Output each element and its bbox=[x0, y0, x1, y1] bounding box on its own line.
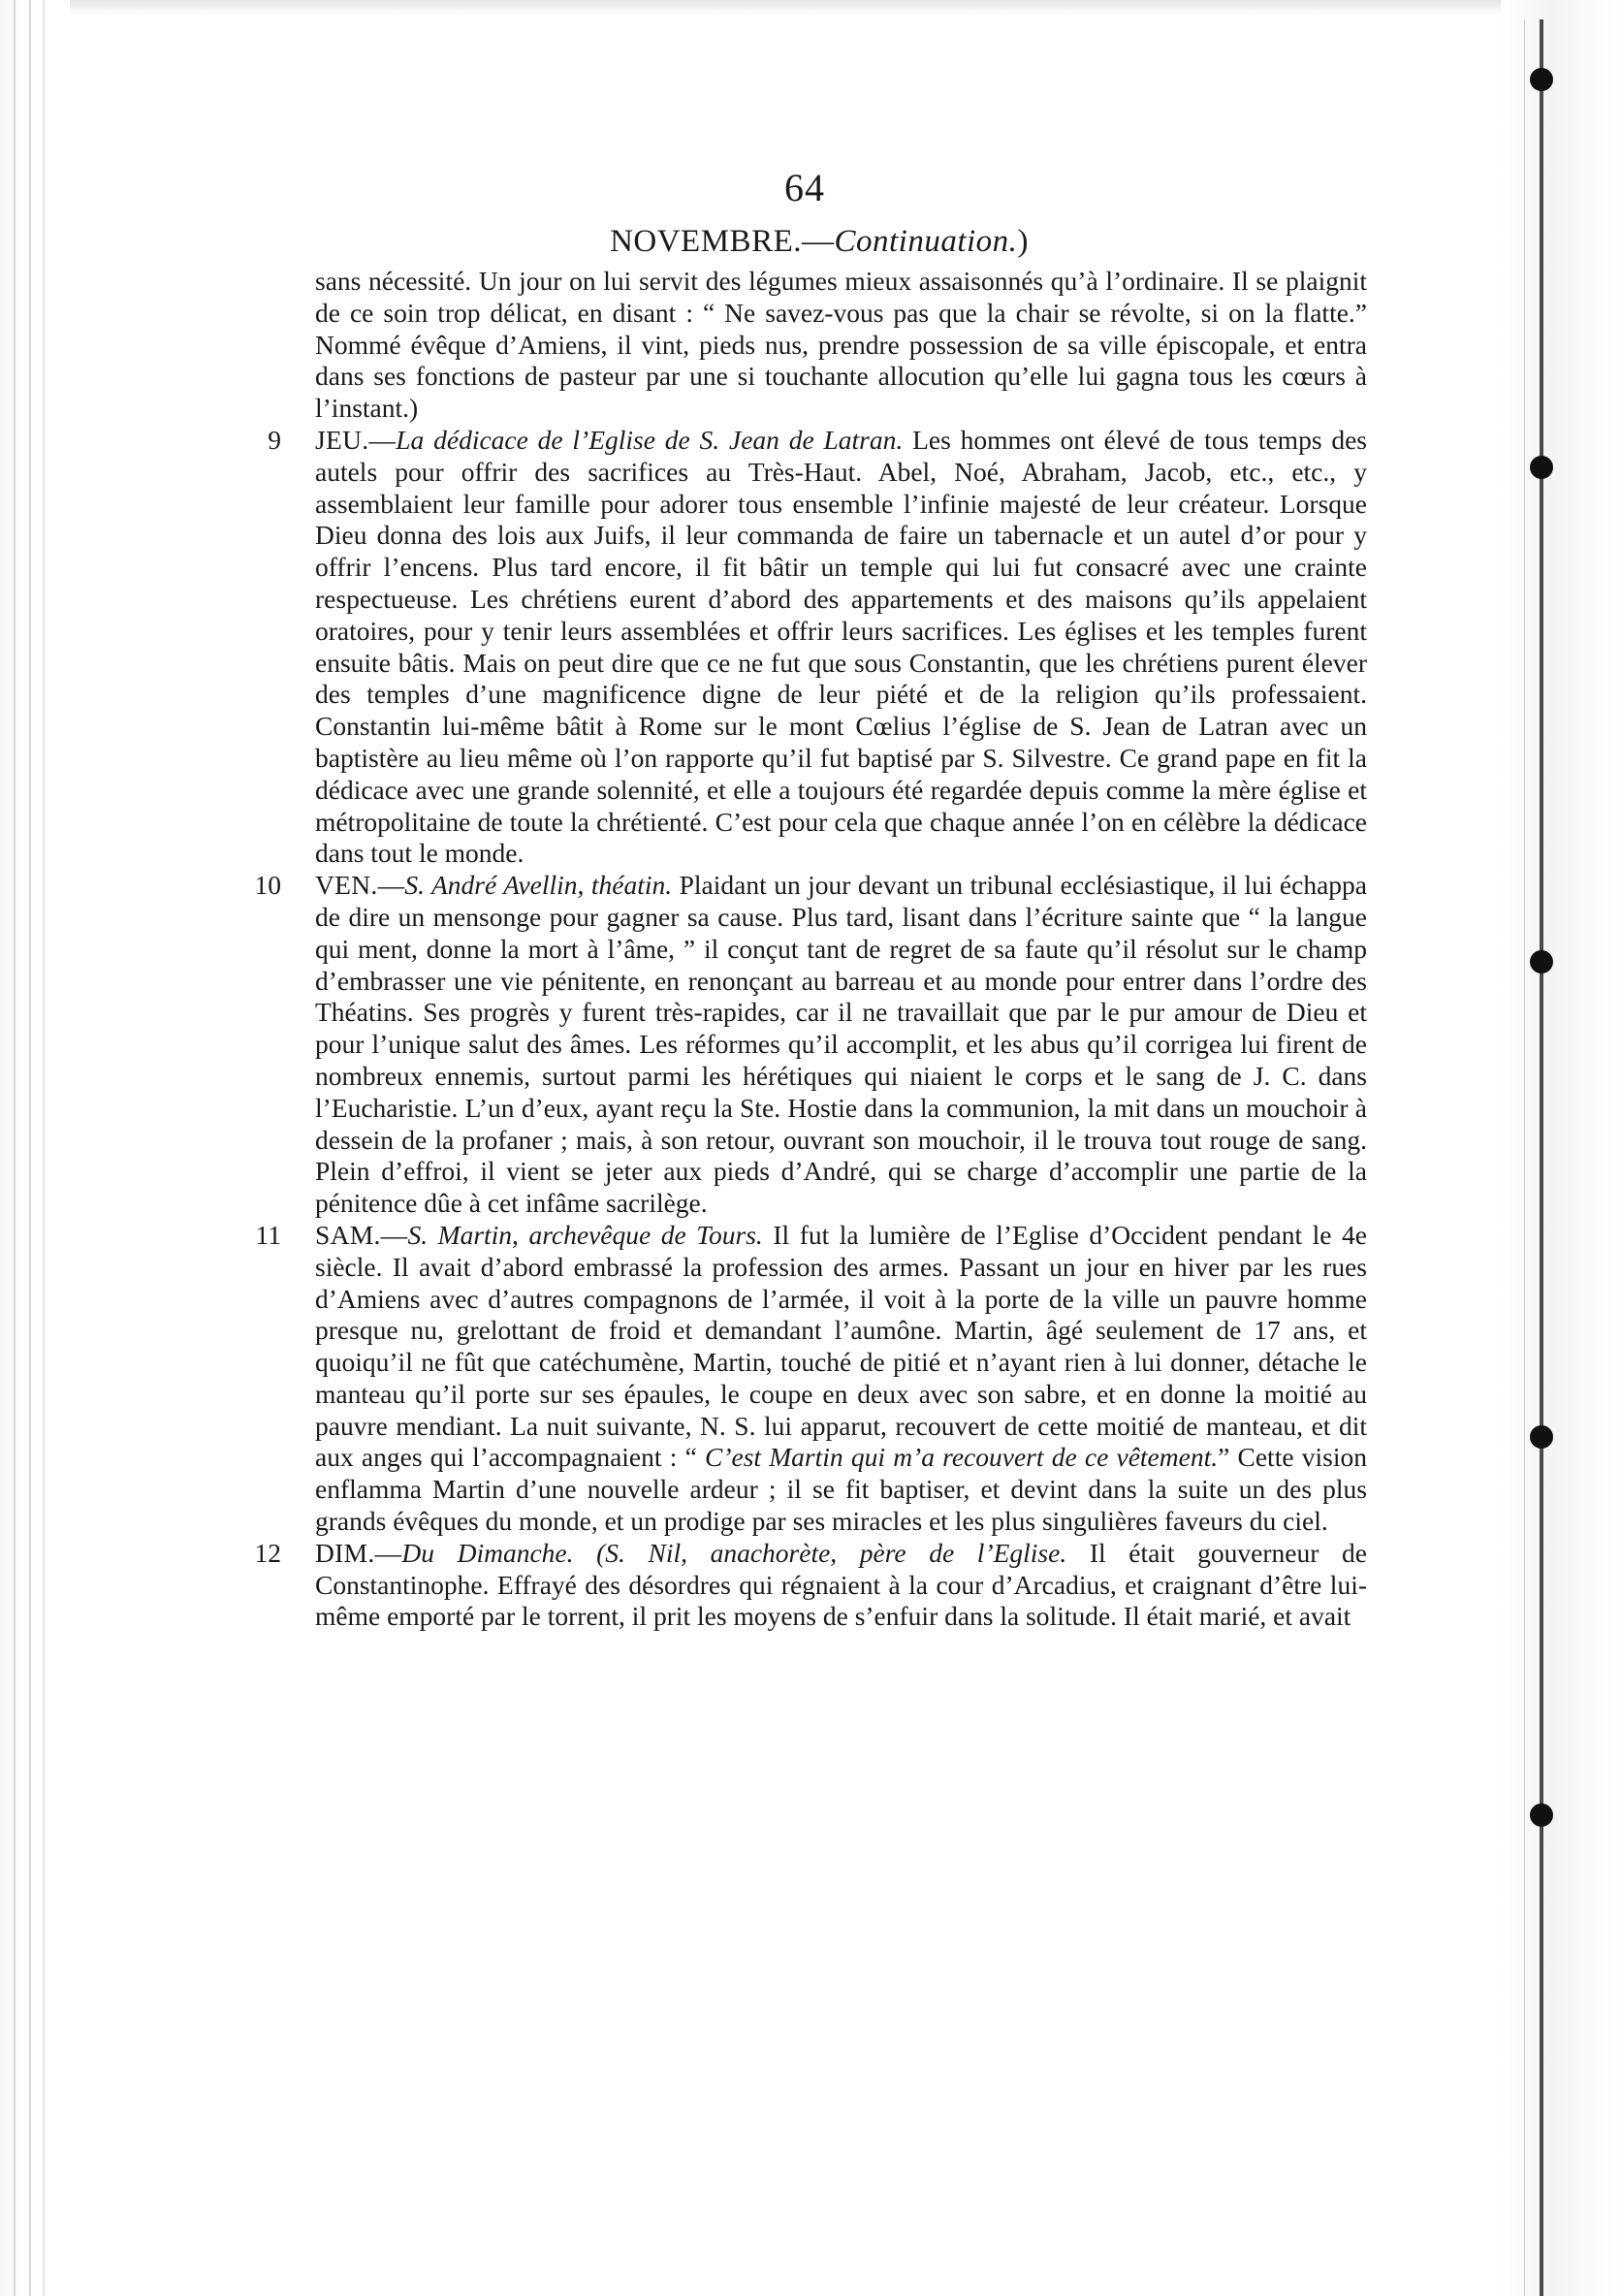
calendar-entry bbox=[254, 870, 1368, 1220]
header-close: ) bbox=[1017, 224, 1029, 259]
left-edge-line bbox=[29, 0, 31, 2296]
binding-spine bbox=[1540, 19, 1543, 2296]
calendar-entry bbox=[268, 424, 1367, 870]
intro-paragraph: sans nécessité. Un jour on lui servit des légumes mieux assaisonnés qu’à l’ordinaire. Il se plaignit de ce soin trop délicat, en disant : “ Ne savez-vous pas que la chair se révolte, si on la flatte.” Nommé évêque d’Amiens, il vint, pieds nus, prendre possession de sa ville épiscopale, et entra dans ses fonctions de pasteur par une si touchante allocution qu’elle lui gagna tous les cœurs à l’instant.) bbox=[315, 266, 1367, 424]
body-text bbox=[254, 266, 1368, 1633]
left-page-margin bbox=[0, 0, 70, 2296]
calendar-entry bbox=[254, 1537, 1367, 1633]
header-title: NOVEMBRE.— bbox=[610, 224, 835, 259]
left-edge-line bbox=[14, 0, 16, 2296]
entry-text: Il était gouverneur de Constantinophe. Effrayé des désordres qui régnaient à la cour d’Arcadius, et craignant d’être lui-même emporté par le torrent, il prit les moyens de s’enfuir dans la solitude. Il était marié, et avait bbox=[315, 1537, 1367, 1632]
entry-quote: C’est Martin qui m’a recouvert de ce vêtement. bbox=[705, 1442, 1219, 1473]
entry-day-number: 10 bbox=[254, 870, 281, 901]
entry-text-after: ” Cette vision enflamma Martin d’une nouvelle ardeur ; il se fit baptiser, et devint dans la suite un des plus grands évêques du monde, et un prodige par ses miracles et les plus singulières faveurs du ciel. bbox=[315, 1442, 1367, 1537]
entry-text: Les hommes ont élevé de tous temps des autels pour offrir des sacrifices au Très-Haut. Abel, Noé, Abraham, Jacob, etc., etc., y assemblaient leur famille pour adorer tous ensemble l’infinie majesté de leur créateur. Lorsque Dieu donna des lois aux Juifs, il leur commanda de faire un tabernacle et un autel d’or pour y offrir l’encens. Plus tard encore, il fit bâtir un temple qui lui fut consacré avec une crainte respectueuse. Les chrétiens eurent d’abord des appartements et des maisons qu’ils appelaient oratoires, pour y tenir leurs assemblées et offrir leurs sacrifices. Les églises et les temples furent ensuite bâtis. Mais on peut dire que ce ne fut que sous Constantin, que les chrétiens purent élever des temples d’une magnificence digne de leur piété et de la religion qu’ils professaient. Constantin lui-même bâtit à Rome sur le mont Cœlius l’église de S. Jean de Latran avec un baptistère au lieu même où l’on rapporte qu’il fut baptisé par S. Silvestre. Ce grand pape en fit la dédicace avec une grande solennité, et elle a toujours été regardée depuis comme la mère église et métropolitaine de toute la chrétienté. C’est pour cela que chaque année l’on en célèbre la dédicace dans tout le monde. bbox=[315, 424, 1367, 869]
page-number: 64 bbox=[784, 166, 825, 209]
binding-stitch-icon bbox=[1530, 1803, 1553, 1827]
entry-feast-title: S. Martin, archevêque de Tours. bbox=[407, 1219, 763, 1250]
header-subtitle: Continuation. bbox=[834, 224, 1018, 259]
entry-day-number: 9 bbox=[268, 424, 281, 455]
entry-weekday: JEU.— bbox=[315, 424, 397, 455]
entry-text: Il fut la lumière de l’Eglise d’Occident pendant le 4e siècle. Il avait d’abord embrassé la profession des armes. Passant un jour en hiver par les rues d’Amiens avec d’autres compagnons de l’armée, il voit à la porte de la ville un pauvre homme presque nu, grelottant de froid et demandant l’aumône. Martin, âgé seulement de 17 ans, et quoiqu’il ne fût que catéchumène, Martin, touché de pitié et n’ayant rien à lui donner, détache le manteau qu’il porte sur ses épaules, le coupe en deux avec son sabre, et en donne la moitié au pauvre mendiant. La nuit suivante, N. S. lui apparut, recouvert de cette moitié de manteau, et dit aux anges qui l’accompagnaient : “ bbox=[315, 1219, 1367, 1473]
binding-stitch-icon bbox=[1530, 950, 1553, 973]
entry-feast-title: Du Dimanche. (S. Nil, anachorète, père de l’Eglise. bbox=[401, 1537, 1067, 1568]
left-edge-line bbox=[43, 0, 45, 2296]
entry-text: Plaidant un jour devant un tribunal ecclésiastique, il lui échappa de dire un mensonge pour gagner sa cause. Plus tard, lisant dans l’écriture sainte que “ la langue qui ment, donne la mort à l’âme, ” il conçut tant de regret de sa faute qu’il résolut sur le champ d’embrasser une vie pénitente, en renonçant au barreau et au monde pour entrer dans l’ordre des Théatins. Ses progrès y furent très-rapides, car il ne travaillait que par le pur amour de Dieu et pour l’unique salut des âmes. Les réformes qu’il accomplit, et les abus qu’il corrigea lui firent de nombreux ennemis, surtout parmi les hérétiques qui niaient le corps et le sang de J. C. dans l’Eucharistie. L’un d’eux, ayant reçu la Ste. Hostie dans la communion, la mit dans un mouchoir à dessein de la profaner ; mais, à son retour, ouvrant son mouchoir, il le trouva tout rouge de sang. Plein d’effroi, il vient se jeter aux pieds d’André, qui se charge d’accomplir une partie de la pénitence dûe à cet infâme sacrilège. bbox=[315, 870, 1368, 1219]
page-edge-line bbox=[1524, 19, 1525, 2296]
entry-day-number: 11 bbox=[255, 1219, 281, 1250]
page-header bbox=[262, 224, 1377, 260]
binding-stitch-icon bbox=[1530, 1425, 1553, 1449]
page-top-edge bbox=[0, 0, 1621, 16]
calendar-entry bbox=[255, 1219, 1367, 1538]
entry-weekday: SAM.— bbox=[315, 1219, 408, 1250]
entry-weekday: DIM.— bbox=[315, 1537, 402, 1568]
entry-day-number: 12 bbox=[254, 1537, 281, 1568]
entry-feast-title: La dédicace de l’Eglise de S. Jean de Latran. bbox=[396, 424, 904, 455]
binding-stitch-icon bbox=[1530, 68, 1553, 91]
document-page bbox=[233, 165, 1377, 1633]
right-binding bbox=[1501, 0, 1621, 2296]
entry-feast-title: S. André Avellin, théatin. bbox=[404, 870, 673, 901]
binding-stitch-icon bbox=[1530, 456, 1553, 479]
entry-weekday: VEN.— bbox=[315, 870, 405, 901]
